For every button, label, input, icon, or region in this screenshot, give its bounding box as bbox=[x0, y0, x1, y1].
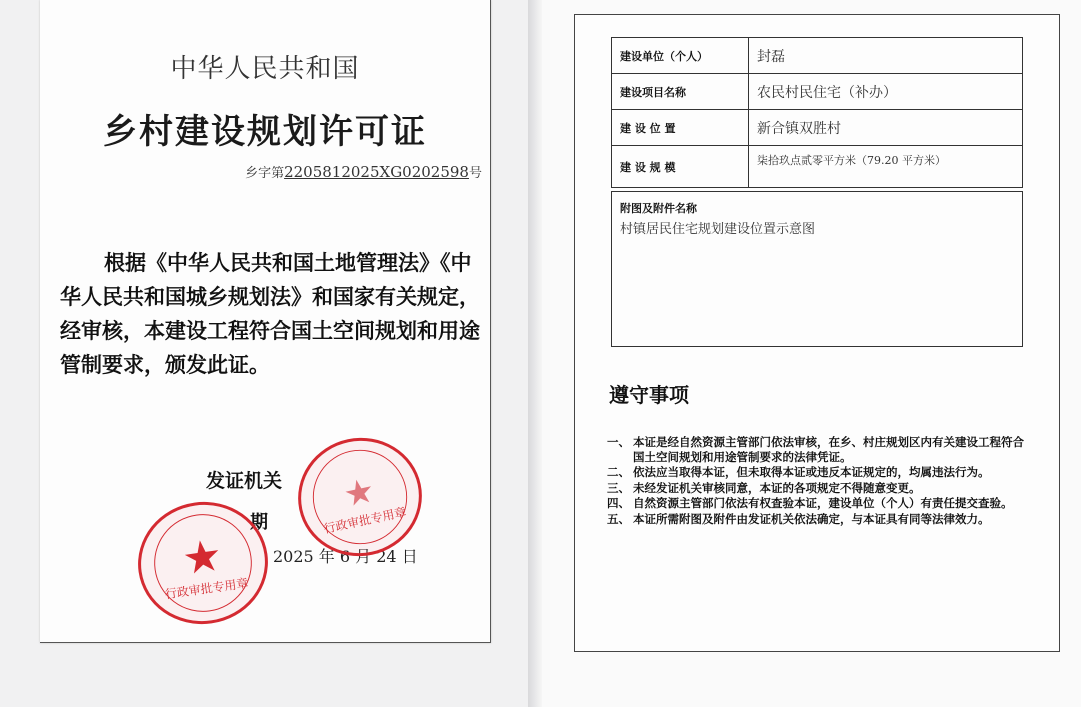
attachments-label: 附图及附件名称 bbox=[620, 202, 697, 215]
page-fold bbox=[528, 0, 542, 707]
list-item bbox=[607, 512, 1027, 527]
seal-caption: 行政审批专用章 bbox=[164, 575, 250, 602]
number-prefix: 乡字第 bbox=[245, 166, 285, 181]
note-number: 四、 bbox=[607, 496, 630, 510]
field-label: 建设单位（个人） bbox=[612, 38, 749, 74]
note-text: 本证是经自然资源主管部门依法审核，在乡、村庄规划区内有关建设工程符合国土空间规划和用途管制要求的法律凭证。 bbox=[633, 435, 1024, 464]
attachments-value: 村镇居民住宅规划建设位置示意图 bbox=[620, 222, 816, 237]
note-number: 二、 bbox=[607, 465, 630, 479]
list-item bbox=[607, 496, 1027, 511]
star-icon: ★ bbox=[179, 529, 226, 586]
note-text: 未经发证机关审核同意，本证的各项规定不得随意变更。 bbox=[633, 480, 921, 495]
note-number: 五、 bbox=[607, 511, 630, 526]
nation-name: 中华人民共和国 bbox=[170, 54, 360, 84]
field-label: 建 设 位 置 bbox=[612, 110, 749, 146]
list-item bbox=[607, 465, 1027, 480]
note-text: 本证所需附图及附件由发证机关依法确定，与本证具有同等法律效力。 bbox=[633, 511, 990, 526]
date-label: 期 bbox=[250, 512, 268, 533]
certificate-body-text: 根据《中华人民共和国土地管理法》《中华人民共和国城乡规划法》和国家有关规定，经审核，本建设工程符合国土空间规划和用途管制要求，颁发此证。 bbox=[60, 251, 480, 377]
list-item bbox=[607, 481, 1027, 496]
note-text: 自然资源主管部门依法有权查验本证，建设单位（个人）有责任提交查验。 bbox=[633, 496, 1013, 510]
table-row bbox=[612, 146, 1023, 188]
number-value: 2205812025XG0202598 bbox=[284, 163, 469, 181]
issue-date: 2025 年 6 月 24 日 bbox=[273, 547, 418, 566]
table-row bbox=[612, 74, 1023, 110]
note-number: 三、 bbox=[607, 480, 630, 495]
notes-title: 遵守事项 bbox=[609, 383, 689, 407]
certificate-detail-page bbox=[574, 14, 1060, 652]
issuer-label: 发证机关 bbox=[206, 470, 283, 492]
number-suffix: 号 bbox=[468, 166, 482, 181]
star-icon: ★ bbox=[340, 469, 379, 516]
table-row bbox=[612, 110, 1023, 146]
field-value: 农民村民住宅（补办） bbox=[749, 74, 1023, 110]
note-text: 依法应当取得本证，但未取得本证或违反本证规定的，均属违法行为。 bbox=[633, 465, 990, 479]
field-value: 封磊 bbox=[749, 38, 1023, 74]
field-label: 建 设 规 模 bbox=[612, 146, 749, 188]
attachments-box bbox=[611, 191, 1023, 347]
list-item bbox=[607, 435, 1027, 464]
certificate-number bbox=[245, 162, 482, 181]
note-number: 一、 bbox=[607, 435, 630, 449]
certificate-title: 乡村建设规划许可证 bbox=[103, 112, 427, 152]
certificate-cover-page bbox=[40, 0, 491, 643]
seal-caption: 行政审批专用章 bbox=[322, 504, 408, 537]
table-row bbox=[612, 38, 1023, 74]
notes-list bbox=[607, 435, 1027, 527]
official-seal-stamp bbox=[130, 494, 276, 633]
field-value: 新合镇双胜村 bbox=[749, 110, 1023, 146]
project-info-table bbox=[611, 37, 1023, 188]
field-value: 柒拾玖点贰零平方米（79.20 平方米） bbox=[749, 146, 1023, 188]
field-label: 建设项目名称 bbox=[612, 74, 749, 110]
